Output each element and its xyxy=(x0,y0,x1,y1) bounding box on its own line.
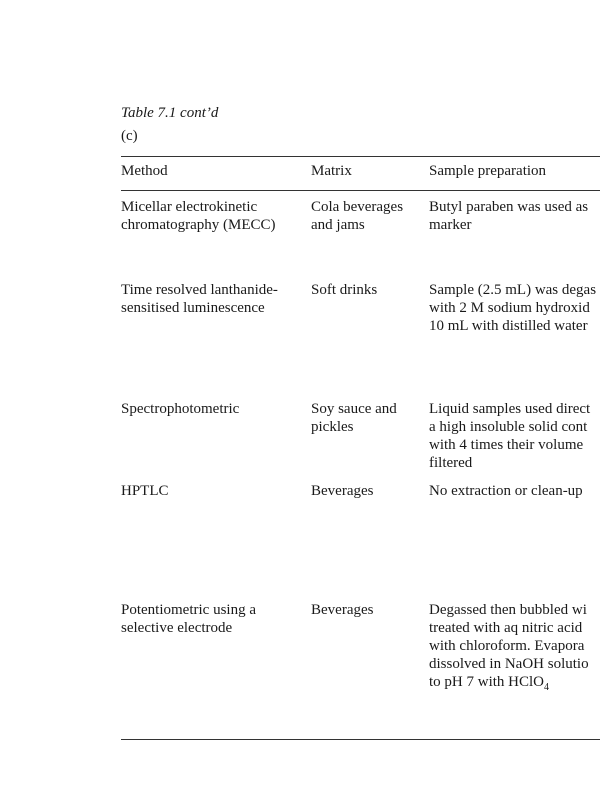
table-row-matrix xyxy=(311,400,397,436)
sample-prep-line: Sample (2.5 mL) was degas xyxy=(429,282,597,298)
method-line: Potentiometric using a xyxy=(121,602,256,618)
header-matrix: Matrix xyxy=(311,163,352,179)
table-row-sample-prep xyxy=(429,482,583,500)
sample-prep-line: Liquid samples used direct xyxy=(429,401,591,417)
table-caption: Table 7.1 cont’d xyxy=(121,105,219,121)
table-row-matrix xyxy=(311,482,373,500)
matrix-line: Cola beverages xyxy=(311,199,404,215)
table-row-sample-prep xyxy=(429,281,596,335)
sample-prep-line: filtered xyxy=(429,455,473,471)
header-bottom-rule xyxy=(121,190,600,191)
method-line: chromatography (MECC) xyxy=(121,217,276,233)
method-line: Spectrophotometric xyxy=(121,401,240,417)
sample-prep-line: dissolved in NaOH solutio xyxy=(429,656,589,672)
table-row-sample-prep xyxy=(429,198,588,234)
formula-subscript: 4 xyxy=(544,682,550,693)
table-row-method xyxy=(121,198,276,234)
method-line: Micellar electrokinetic xyxy=(121,199,258,215)
table-row-method xyxy=(121,400,239,418)
matrix-line: Beverages xyxy=(311,483,374,499)
sample-prep-line: with 4 times their volume xyxy=(429,437,584,453)
sample-prep-line: treated with aq nitric acid xyxy=(429,620,583,636)
table-row-sample-prep xyxy=(429,601,589,691)
matrix-line: Beverages xyxy=(311,602,374,618)
sample-prep-line: marker xyxy=(429,217,472,233)
sample-prep-line: Degassed then bubbled wi xyxy=(429,602,587,618)
table-row-matrix xyxy=(311,281,377,299)
matrix-line: pickles xyxy=(311,419,354,435)
table-top-rule xyxy=(121,156,600,157)
table-row-matrix xyxy=(311,601,373,619)
table-row-sample-prep xyxy=(429,400,590,472)
sample-prep-line: Butyl paraben was used as xyxy=(429,199,589,215)
sample-prep-line: No extraction or clean-up xyxy=(429,483,583,499)
header-method: Method xyxy=(121,163,168,179)
sample-prep-line: with chloroform. Evapora xyxy=(429,638,585,654)
sample-prep-line: a high insoluble solid cont xyxy=(429,419,588,435)
table-row-matrix xyxy=(311,198,403,234)
matrix-line: Soy sauce and xyxy=(311,401,397,417)
method-line: Time resolved lanthanide- xyxy=(121,282,278,298)
matrix-line: Soft drinks xyxy=(311,282,378,298)
formula-text: to pH 7 with HClO xyxy=(429,674,545,690)
table-row-method xyxy=(121,601,256,637)
sample-prep-line-formula xyxy=(429,673,589,691)
method-line: selective electrode xyxy=(121,620,233,636)
table-part-label: (c) xyxy=(121,128,138,144)
sample-prep-line: with 2 M sodium hydroxid xyxy=(429,300,590,316)
table-row-method xyxy=(121,281,278,317)
matrix-line: and jams xyxy=(311,217,365,233)
sample-prep-line: 10 mL with distilled water xyxy=(429,318,588,334)
method-line: HPTLC xyxy=(121,483,169,499)
method-line: sensitised luminescence xyxy=(121,300,265,316)
table-bottom-rule xyxy=(121,739,600,740)
header-sample-preparation: Sample preparation xyxy=(429,163,547,179)
table-row-method xyxy=(121,482,169,500)
